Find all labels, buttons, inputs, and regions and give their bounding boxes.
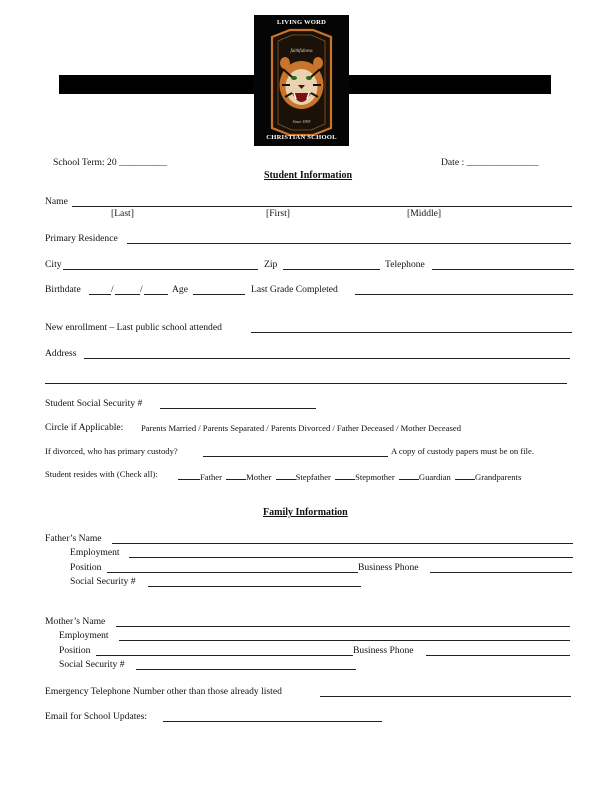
telephone-label: Telephone (385, 259, 425, 270)
resides-option-guardian: Guardian (418, 472, 451, 482)
circle-applicable-label: Circle if Applicable: (45, 422, 124, 433)
school-term-field[interactable]: School Term: 20 __________ (53, 157, 168, 168)
mother-business-phone-label: Business Phone (353, 645, 414, 656)
mother-ssn-label: Social Security # (59, 659, 125, 670)
resides-check-blank[interactable] (455, 469, 475, 480)
father-position-label: Position (70, 562, 102, 573)
emergency-phone-input[interactable] (320, 686, 571, 697)
date-slash: / (111, 284, 114, 295)
student-ssn-input[interactable] (160, 398, 316, 409)
resides-option-stepmother: Stepmother (355, 472, 395, 482)
custody-input[interactable] (203, 446, 388, 457)
resides-options[interactable] (178, 469, 521, 482)
resides-check-blank[interactable] (276, 469, 296, 480)
address-input-line-2[interactable] (45, 373, 567, 384)
father-position-input[interactable] (107, 562, 358, 573)
age-label: Age (172, 284, 188, 295)
logo-title-bottom: CHRISTIAN SCHOOL (266, 134, 337, 141)
city-label: City (45, 259, 62, 270)
resides-check-blank[interactable] (399, 469, 419, 480)
last-grade-input[interactable] (355, 284, 573, 295)
new-enrollment-label: New enrollment – Last public school attended (45, 322, 222, 333)
student-ssn-label: Student Social Security # (45, 398, 143, 409)
custody-question: If divorced, who has primary custody? (45, 446, 178, 456)
resides-option-grandparents: Grandparents (475, 472, 522, 482)
logo-title-top: LIVING WORD (276, 19, 327, 26)
name-label: Name (45, 196, 68, 207)
emergency-phone-label: Emergency Telephone Number other than those already listed (45, 686, 282, 697)
mother-employment-input[interactable] (119, 630, 570, 641)
logo-since: Since 1993 (292, 119, 311, 124)
date-field[interactable]: Date : _______________ (441, 157, 539, 168)
tiger-emblem-icon (254, 15, 349, 146)
resides-with-label: Student resides with (Check all): (45, 469, 158, 479)
last-school-input[interactable] (251, 322, 572, 333)
city-input[interactable] (63, 259, 258, 270)
resides-option-stepfather: Stepfather (295, 472, 331, 482)
father-business-phone-input[interactable] (430, 562, 572, 573)
parent-status-options[interactable]: Parents Married / Parents Separated / Parents Divorced / Father Deceased / Mother Deceased (141, 423, 461, 433)
fathers-name-label: Father’s Name (45, 533, 102, 544)
mothers-name-label: Mother’s Name (45, 616, 106, 627)
resides-option-mother: Mother (246, 472, 272, 482)
birth-year-input[interactable] (144, 284, 168, 295)
last-name-caption: [Last] (111, 208, 134, 219)
age-input[interactable] (193, 284, 245, 295)
name-input-line[interactable] (72, 196, 572, 207)
email-label: Email for School Updates: (45, 711, 148, 722)
zip-input[interactable] (283, 259, 380, 270)
resides-check-blank[interactable] (226, 469, 246, 480)
custody-note: A copy of custody papers must be on file. (391, 446, 534, 456)
logo-motto: faithfulness (290, 49, 313, 54)
school-logo (254, 15, 349, 146)
birth-month-input[interactable] (89, 284, 111, 295)
middle-name-caption: [Middle] (407, 208, 442, 219)
resides-check-blank[interactable] (335, 469, 355, 480)
telephone-input[interactable] (432, 259, 574, 270)
birth-day-input[interactable] (115, 284, 140, 295)
mother-ssn-input[interactable] (136, 659, 356, 670)
student-info-heading: Student Information (264, 170, 353, 181)
zip-label: Zip (264, 259, 278, 270)
father-employment-input[interactable] (129, 547, 573, 558)
resides-option-father: Father (200, 472, 222, 482)
primary-residence-input[interactable] (127, 233, 571, 244)
date-slash: / (140, 284, 143, 295)
father-ssn-input[interactable] (148, 576, 361, 587)
mother-business-phone-input[interactable] (426, 645, 570, 656)
last-grade-label: Last Grade Completed (251, 284, 338, 295)
father-ssn-label: Social Security # (70, 576, 136, 587)
address-input[interactable] (84, 348, 570, 359)
first-name-caption: [First] (266, 208, 290, 219)
birthdate-label: Birthdate (45, 284, 81, 295)
fathers-name-input[interactable] (112, 533, 573, 544)
father-employment-label: Employment (70, 547, 120, 558)
mother-position-label: Position (59, 645, 91, 656)
mother-employment-label: Employment (59, 630, 109, 641)
father-business-phone-label: Business Phone (358, 562, 419, 573)
primary-residence-label: Primary Residence (45, 233, 118, 244)
mothers-name-input[interactable] (116, 616, 570, 627)
mother-position-input[interactable] (96, 645, 353, 656)
address-label: Address (45, 348, 77, 359)
email-input[interactable] (163, 711, 382, 722)
resides-check-blank[interactable] (178, 469, 200, 480)
family-info-heading: Family Information (263, 507, 348, 518)
